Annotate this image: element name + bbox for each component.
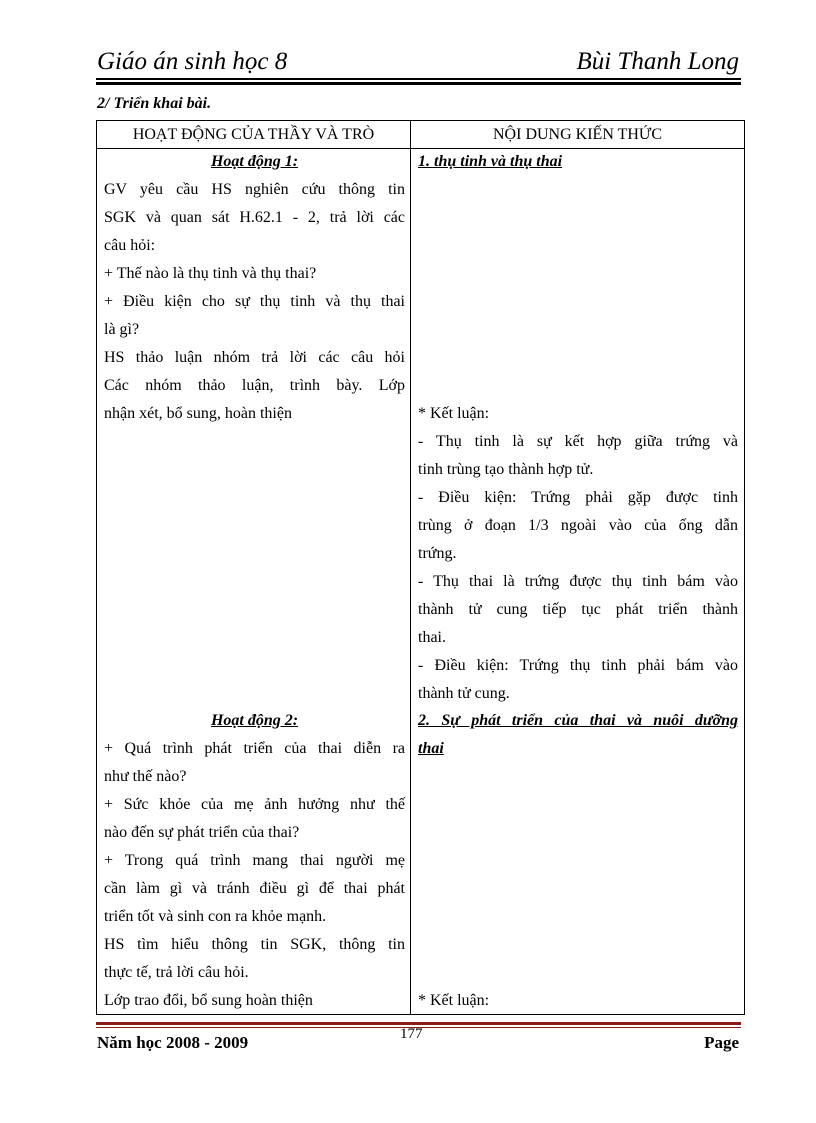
content-section-2-title-cont: thai bbox=[418, 740, 444, 757]
right-line: trứng. bbox=[418, 545, 457, 562]
right-line: - Điều kiện: Trứng phải gặp được tinh bbox=[418, 489, 738, 506]
right-line: thành tử cung tiếp tục phát triển thành bbox=[418, 601, 738, 618]
left-line: HS tìm hiểu thông tin SGK, thông tin bbox=[104, 936, 405, 953]
right-line: thành tử cung. bbox=[418, 685, 510, 702]
left-line: + Sức khỏe của mẹ ảnh hưởng như thế bbox=[104, 796, 405, 813]
header-rule bbox=[96, 78, 741, 80]
left-line: Lớp trao đổi, bổ sung hoàn thiện bbox=[104, 992, 313, 1009]
left-line: câu hỏi: bbox=[104, 237, 156, 254]
right-line: tinh trùng tạo thành hợp tử. bbox=[418, 461, 594, 478]
header-left-title: Giáo án sinh học 8 bbox=[97, 48, 288, 75]
conclusion-label: * Kết luận: bbox=[418, 992, 490, 1009]
left-line: nào đến sự phát triển của thai? bbox=[104, 824, 300, 841]
table-header-activities: HOẠT ĐỘNG CỦA THẦY VÀ TRÒ bbox=[132, 126, 375, 143]
left-line: Các nhóm thảo luận, trình bày. Lớp bbox=[104, 377, 405, 394]
right-line: - Điều kiện: Trứng thụ tinh phải bám vào bbox=[418, 657, 738, 674]
left-line: + Trong quá trình mang thai người mẹ bbox=[104, 852, 405, 869]
left-line: cần làm gì và tránh điều gì để thai phát bbox=[104, 880, 405, 897]
left-line: nhận xét, bổ sung, hoàn thiện bbox=[104, 405, 292, 422]
header-rule-thick bbox=[96, 82, 741, 85]
right-line: - Thụ thai là trứng được thụ tinh bám vào bbox=[418, 573, 738, 590]
left-line: + Điều kiện cho sự thụ tinh và thụ thai bbox=[104, 293, 405, 310]
left-line: triển tốt và sinh con ra khỏe mạnh. bbox=[104, 908, 327, 925]
left-line: GV yêu cầu HS nghiên cứu thông tin bbox=[104, 181, 405, 198]
footer-page-label: Page bbox=[704, 1033, 739, 1052]
section-title: 2/ Triển khai bài. bbox=[97, 95, 212, 112]
right-line: - Thụ tinh là sự kết hợp giữa trứng và bbox=[418, 433, 738, 450]
footer-page-number: 177 bbox=[400, 1026, 423, 1042]
left-line: + Thế nào là thụ tinh và thụ thai? bbox=[104, 265, 317, 282]
content-section-2-title: 2. Sự phát triển của thai và nuôi dưỡng bbox=[418, 712, 738, 729]
left-line: HS thảo luận nhóm trả lời các câu hỏi bbox=[104, 349, 405, 366]
activity-2-title: Hoạt động 2: bbox=[210, 712, 299, 729]
conclusion-label: * Kết luận: bbox=[418, 405, 490, 422]
activity-1-title: Hoạt động 1: bbox=[210, 153, 299, 170]
right-line: trùng ở đoạn 1/3 ngoài vào của ống dẫn bbox=[418, 517, 738, 534]
header-right-author: Bùi Thanh Long bbox=[576, 48, 739, 75]
table-column-divider bbox=[410, 121, 411, 1014]
left-line: thực tế, trả lời câu hỏi. bbox=[104, 964, 249, 981]
content-section-1-title: 1. thụ tinh và thụ thai bbox=[418, 153, 563, 170]
table-header-content: NỘI DUNG KIẾN THỨC bbox=[493, 126, 662, 143]
left-line: như thế nào? bbox=[104, 768, 187, 785]
footer-school-year: Năm học 2008 - 2009 bbox=[97, 1033, 249, 1052]
left-line: + Quá trình phát triển của thai diễn ra bbox=[104, 740, 405, 757]
right-line: thai. bbox=[418, 629, 446, 646]
left-line: là gì? bbox=[104, 321, 140, 338]
left-line: SGK và quan sát H.62.1 - 2, trả lời các bbox=[104, 209, 405, 226]
